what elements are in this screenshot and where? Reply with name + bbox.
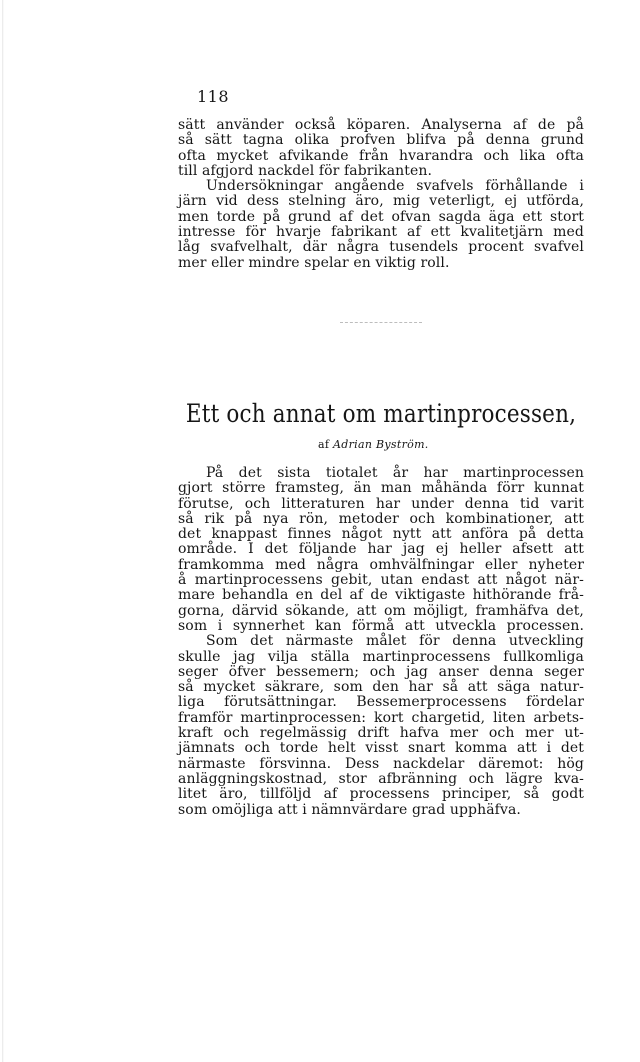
text-line: mare behandla en del af de viktigaste hithörande frå-: [178, 587, 584, 604]
text-line: Som det närmaste målet för denna utveckling: [206, 633, 584, 650]
text-line: järn vid dess stelning äro, mig veterligt, ej utförda,: [178, 193, 584, 210]
text-line: förutse, och litteraturen har under denna tid varit: [178, 495, 584, 512]
text-line: skulle jag vilja ställa martinprocessens fullkomliga: [178, 648, 584, 665]
text-line: Undersökningar angående svafvels förhållande i: [206, 178, 584, 195]
byline: [318, 438, 429, 452]
text-line: kraft och regelmässig drift hafva mer och mer ut-: [178, 725, 584, 742]
text-line: å martinprocessens gebit, utan endast att något när-: [178, 572, 584, 589]
page-number: 118: [197, 87, 230, 106]
text-line: det knappast finnes något nytt att anföra på detta: [178, 526, 584, 543]
section-divider: [340, 322, 422, 323]
text-line: sätt använder också köparen. Analyserna af de på: [178, 117, 584, 133]
text-line: intresse för hvarje fabrikant af ett kvalitetjärn med: [178, 224, 584, 241]
text-line: låg svafvelhalt, där några tusendels procent svafvel: [178, 239, 584, 256]
text-line: ofta mycket afvikande från hvarandra och lika ofta: [178, 147, 584, 164]
continuation-text: [178, 118, 584, 271]
text-line: liga förutsättningar. Bessemerprocessens fördelar: [178, 694, 584, 711]
text-line: som i synnerhet kan förmå att utveckla processen.: [178, 617, 584, 634]
text-line: som omöjliga att i nämnvärdare grad upphäfva.: [178, 801, 521, 818]
text-line: anläggningskostnad, stor afbränning och lägre kva-: [178, 770, 584, 787]
text-line: gjort större framsteg, än man måhända förr kunnat: [178, 480, 584, 497]
text-line: framkomma med några omhvälfningar eller nyheter: [178, 556, 584, 573]
text-line: närmaste försvinna. Dess nackdelar däremot: hög: [178, 755, 584, 772]
text-line: gorna, därvid sökande, att om möjligt, framhäfva det,: [178, 602, 584, 619]
text-line: seger öfver bessemern; och jag anser denna seger: [178, 663, 584, 680]
article-body: [178, 466, 584, 818]
text-line: så rik på nya rön, metoder och kombinationer, att: [178, 510, 584, 527]
article-title: Ett och annat om martinprocessen,: [185, 399, 577, 428]
text-line: så mycket säkrare, som den har så att säga natur-: [178, 679, 584, 696]
text-line: men torde på grund af det ofvan sagda äga ett stort: [178, 208, 584, 225]
text-line: till afgjord nackdel för fabrikanten.: [178, 162, 433, 179]
text-line: framför martinprocessen: kort chargetid, liten arbets-: [178, 709, 584, 726]
author-name: Adrian Byström.: [333, 438, 429, 451]
text-line: På det sista tiotalet år har martinprocessen: [206, 465, 584, 481]
byline-prefix: af: [318, 438, 330, 451]
text-line: jämnats och torde helt visst snart komma att i det: [178, 740, 584, 757]
text-line: så sätt tagna olika profven blifva på denna grund: [178, 132, 584, 149]
text-line: område. I det följande har jag ej heller afsett att: [178, 541, 584, 558]
text-line: mer eller mindre spelar en viktig roll.: [178, 254, 450, 271]
page-edge-shadow: [2, 0, 4, 1062]
text-line: litet äro, tillföljd af processens principer, så godt: [178, 786, 584, 803]
